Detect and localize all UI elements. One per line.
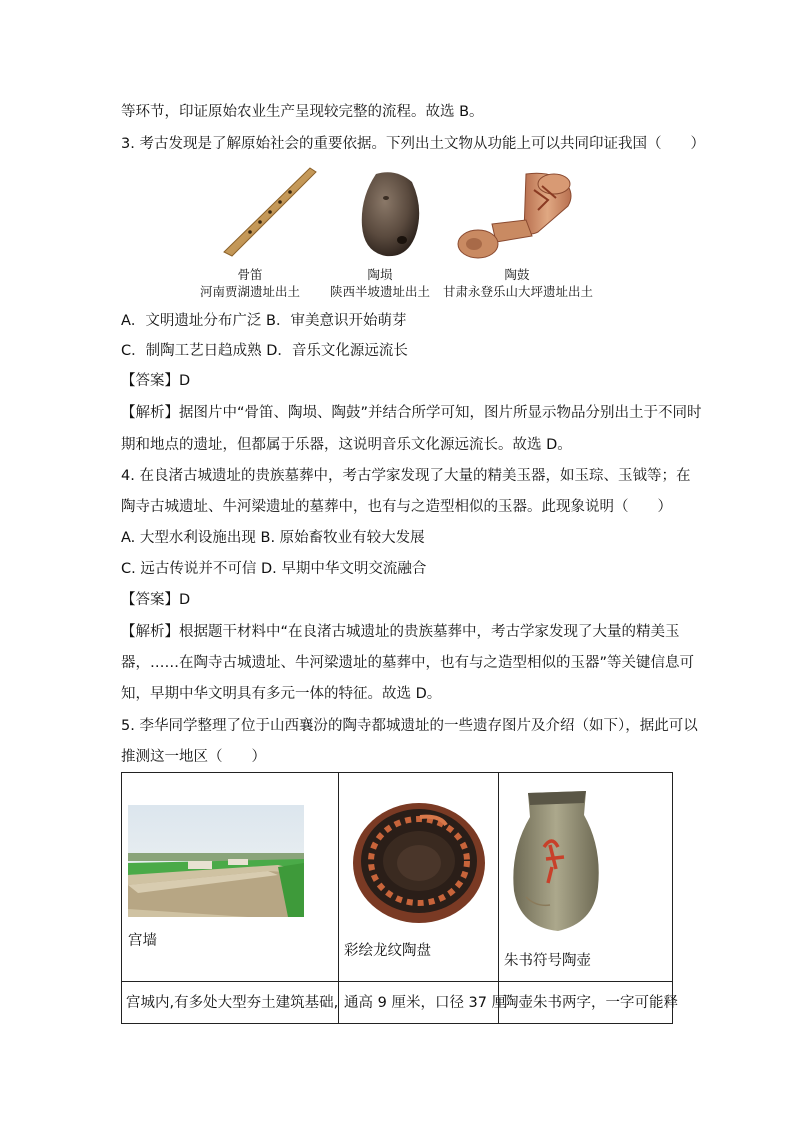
table-divider [122, 981, 672, 982]
text-line-1: 等环节，印证原始农业生产呈现较完整的流程。故选 B。 [121, 104, 484, 120]
q4-options-cd: C. 远古传说并不可信 D. 早期中华文明交流融合 [121, 561, 427, 577]
table-divider [498, 773, 499, 1023]
palace-wall-description: 宫城内,有多处大型夯土建筑基础, [126, 995, 339, 1011]
palace-wall-caption: 宫墙 [128, 933, 157, 949]
q4-analysis-2: 器，……在陶寺古城遗址、牛河梁遗址的墓葬中，也有与之造型相似的玉器”等关键信息可 [121, 655, 695, 671]
q4-analysis-1: 【解析】根据题干材料中“在良渚古城遗址的贵族墓葬中，考古学家发现了大量的精美玉 [121, 624, 680, 640]
pottery-drum-image [456, 170, 576, 260]
vermilion-pot-caption: 朱书符号陶壶 [504, 953, 591, 969]
flute-site: 河南贾湖遗址出土 [199, 284, 300, 299]
dragon-plate-image [350, 799, 488, 927]
dragon-plate-caption: 彩绘龙纹陶盘 [344, 943, 431, 959]
question-5-stem-2: 推测这一地区（ ） [121, 749, 266, 765]
drum-name: 陶鼓 [504, 267, 530, 282]
table-divider [338, 773, 339, 1023]
pottery-xun-image [356, 168, 424, 260]
q3-options-ab: A．文明遗址分布广泛 B．审美意识开始萌芽 [121, 313, 407, 329]
q4-answer: 【答案】D [121, 592, 191, 608]
q3-analysis-1: 【解析】据图片中“骨笛、陶埙、陶鼓”并结合所学可知，图片所显示物品分别出土于不同时 [121, 405, 702, 421]
bone-flute-image [220, 164, 320, 260]
flute-name: 骨笛 [237, 267, 263, 282]
q3-analysis-2: 期和地点的遗址，但都属于乐器，这说明音乐文化源远流长。故选 D。 [121, 437, 572, 453]
relics-table [121, 772, 678, 1024]
q4-analysis-3: 知，早期中华文明具有多元一体的特征。故选 D。 [121, 686, 442, 702]
question-4-stem-2: 陶寺古城遗址、牛河梁遗址的墓葬中，也有与之造型相似的玉器。此现象说明（ ） [121, 499, 672, 515]
question-3-stem: 3. 考古发现是了解原始社会的重要依据。下列出土文物从功能上可以共同印证我国（ ） [121, 136, 705, 152]
q3-answer: 【答案】D [121, 373, 191, 389]
xun-name: 陶埙 [367, 267, 393, 282]
vermilion-pot-image [506, 787, 606, 937]
dragon-plate-description: 通高 9 厘米，口径 37 厘 [344, 995, 507, 1011]
vermilion-pot-description: 陶壶朱书两字，一字可能释 [504, 995, 678, 1011]
palace-wall-image [128, 805, 304, 917]
q3-options-cd: C．制陶工艺日趋成熟 D．音乐文化源远流长 [121, 343, 408, 359]
xun-site: 陕西半坡遗址出土 [329, 284, 430, 299]
q4-options-ab: A. 大型水利设施出现 B. 原始畜牧业有较大发展 [121, 530, 425, 546]
question-4-stem-1: 4. 在良渚古城遗址的贵族墓葬中，考古学家发现了大量的精美玉器，如玉琮、玉钺等；在 [121, 468, 691, 484]
question-5-stem-1: 5. 李华同学整理了位于山西襄汾的陶寺都城遗址的一些遗存图片及介绍（如下），据此可以 [121, 718, 698, 734]
drum-site: 甘肃永登乐山大坪遗址出土 [442, 284, 593, 299]
